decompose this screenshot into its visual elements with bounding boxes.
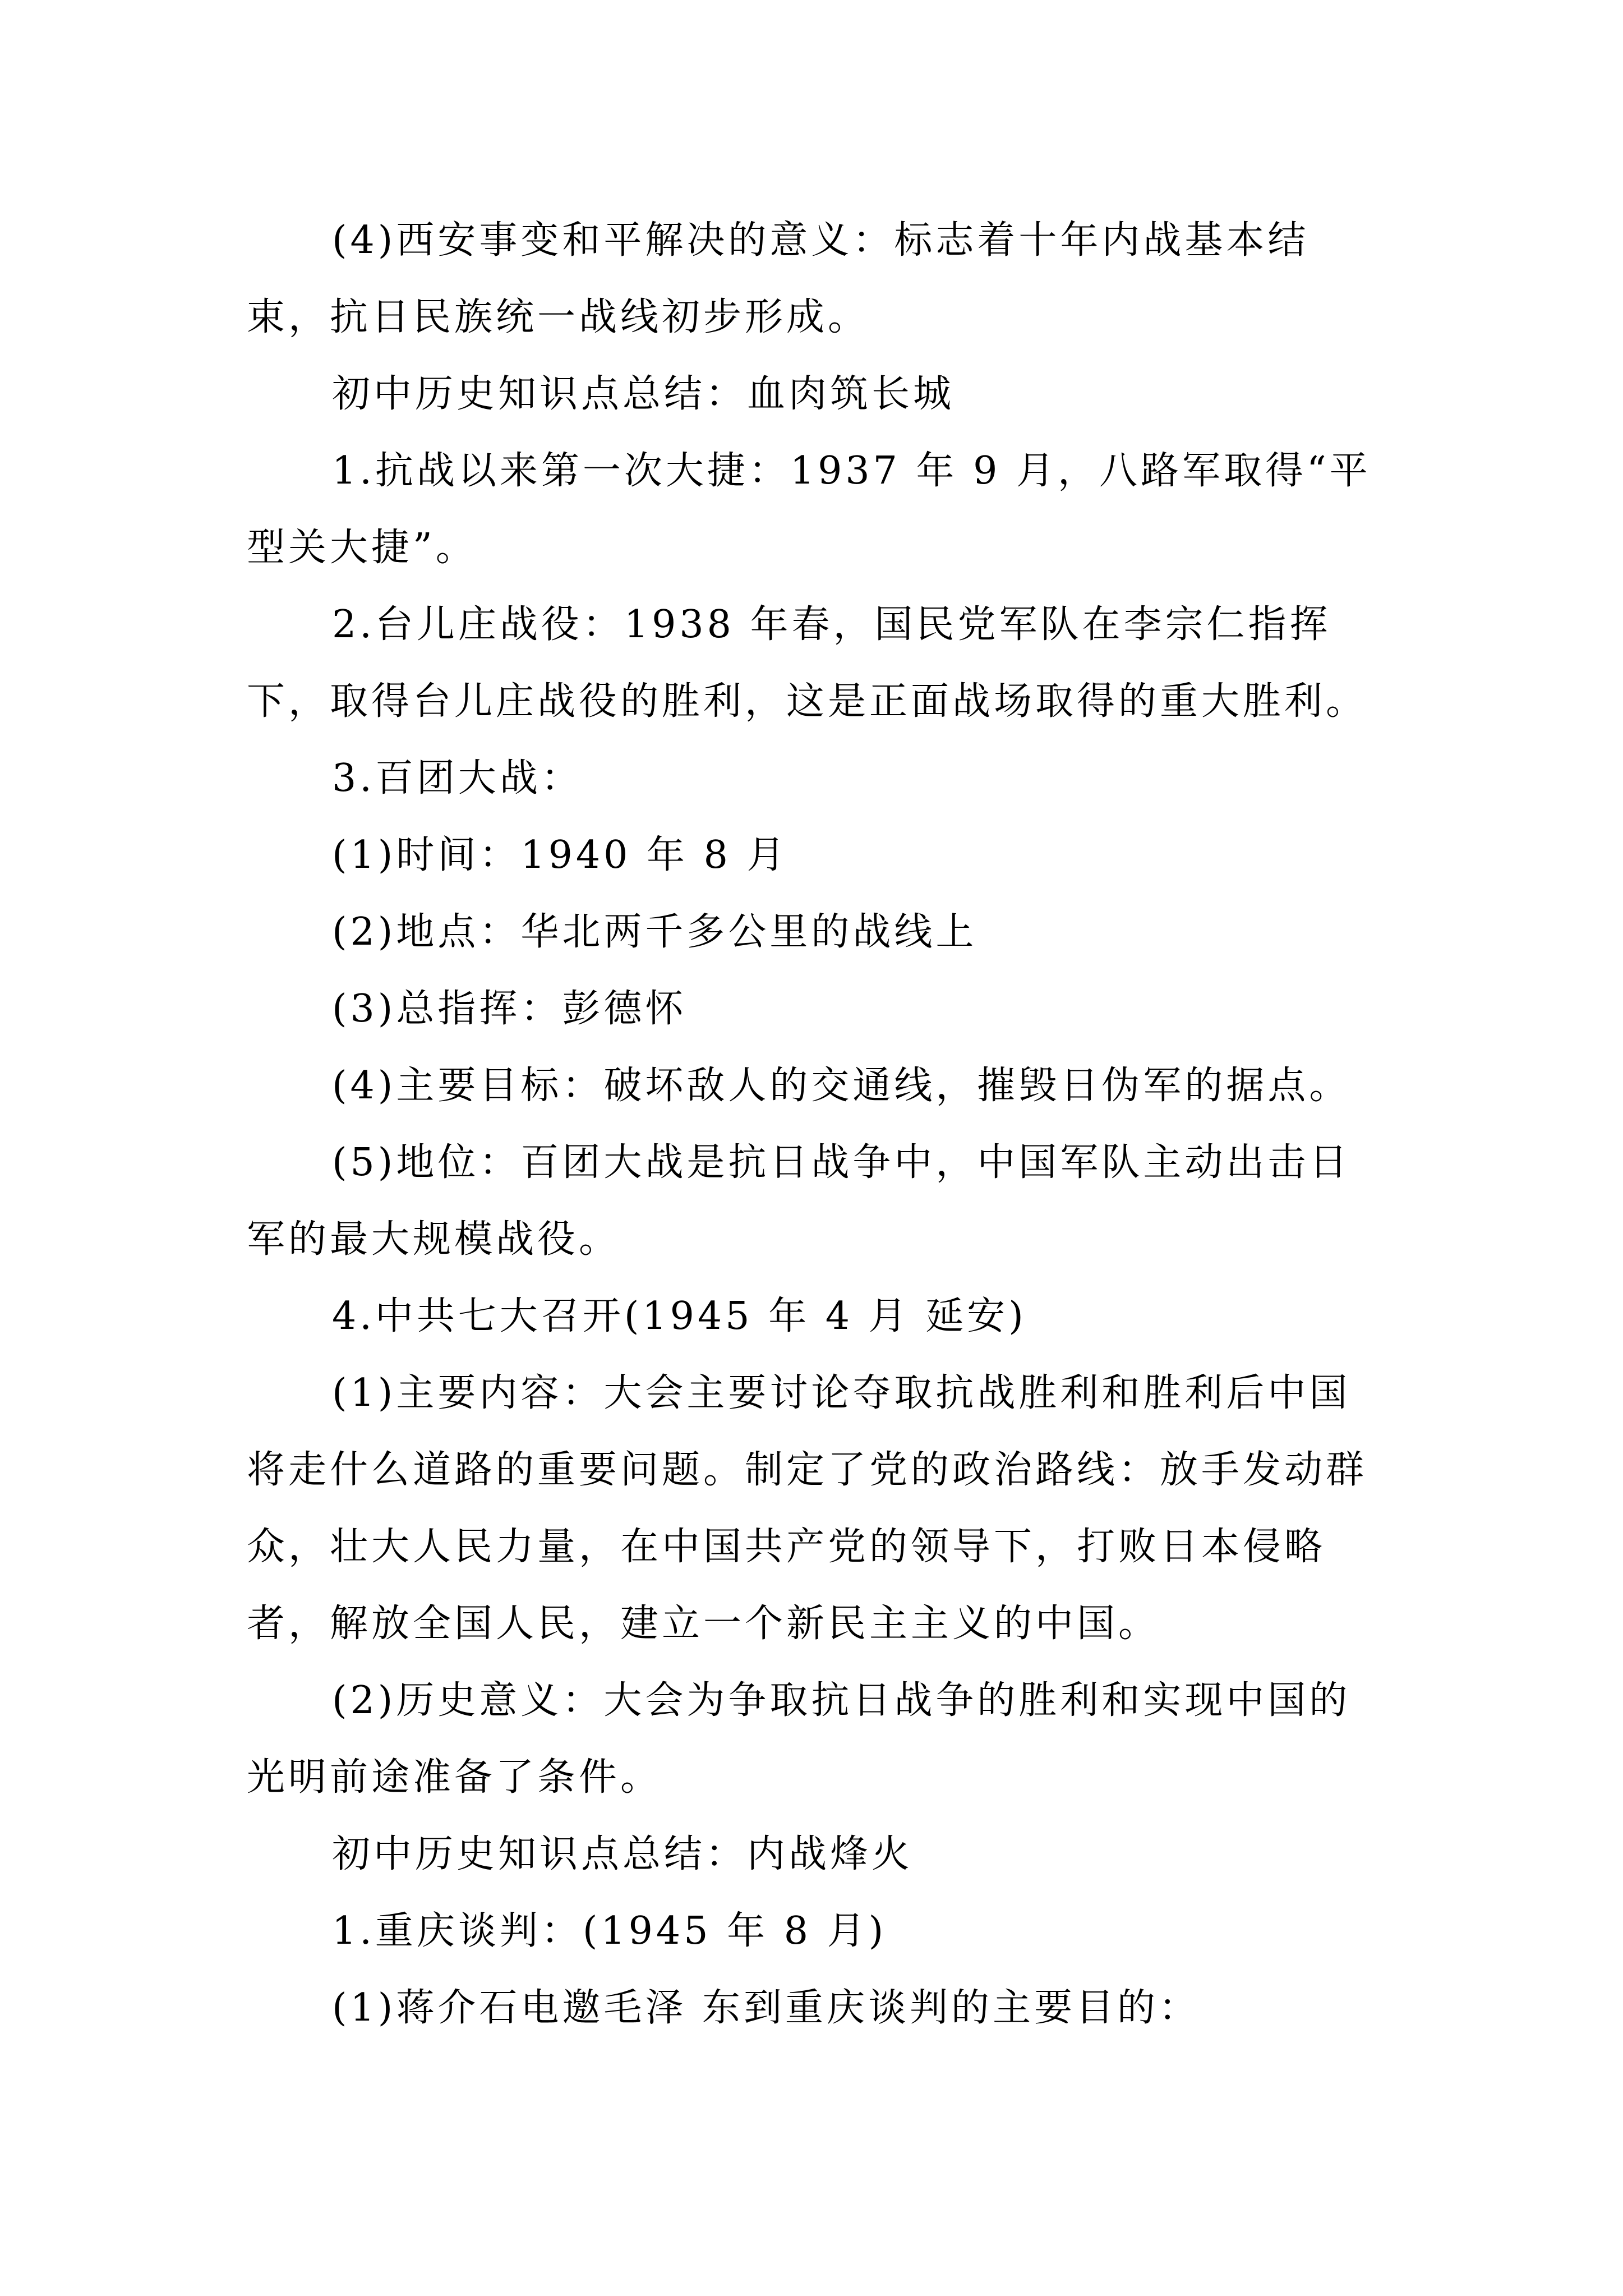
paragraph-seventh-congress-heading: 4.中共七大召开(1945 年 4 月 延安) [332, 1294, 1027, 1338]
paragraph-hundred-regiments-heading: 3.百团大战： [332, 756, 583, 800]
section-heading-great-wall: 初中历史知识点总结：血肉筑长城 [332, 372, 955, 416]
paragraph-seventh-congress-content: (1)主要内容：大会主要讨论夺取抗战胜利和胜利后中国将走什么道路的重要问题。制定了党的政治路线：放手发动群众，壮大人民力量，在中国共产党的领导下，打败日本侵略者，解放全国人民，建立一个新民主主义的中国。 [247, 1371, 1368, 1646]
paragraph-taierzhuang: 2.台儿庄战役：1938 年春，国民党军队在李宗仁指挥下，取得台儿庄战役的胜利，这是正面战场取得的重大胜利。 [247, 602, 1368, 724]
paragraph-hundred-regiments-goal: (4)主要目标：破坏敌人的交通线，摧毁日伪军的据点。 [332, 1064, 1351, 1108]
paragraph-chongqing-negotiation: 1.重庆谈判：(1945 年 8 月) [332, 1909, 887, 1953]
paragraph-hundred-regiments-status: (5)地位：百团大战是抗日战争中，中国军队主动出击日军的最大规模战役。 [247, 1140, 1351, 1262]
paragraph-pingxingguan: 1.抗战以来第一次大捷：1937 年 9 月，八路军取得“平型关大捷”。 [247, 449, 1371, 570]
document-body [247, 202, 1380, 2046]
section-heading-civil-war: 初中历史知识点总结：内战烽火 [332, 1832, 914, 1876]
paragraph-hundred-regiments-time: (1)时间：1940 年 8 月 [332, 833, 789, 877]
paragraph-hundred-regiments-place: (2)地点：华北两千多公里的战线上 [332, 910, 978, 954]
paragraph-chongqing-purpose: (1)蒋介石电邀毛泽 东到重庆谈判的主要目的： [332, 1986, 1200, 2030]
paragraph-xian-incident-significance: (4)西安事变和平解决的意义：标志着十年内战基本结束，抗日民族统一战线初步形成。 [247, 218, 1310, 339]
paragraph-seventh-congress-significance: (2)历史意义：大会为争取抗日战争的胜利和实现中国的光明前途准备了条件。 [247, 1678, 1351, 1800]
paragraph-hundred-regiments-commander: (3)总指挥：彭德怀 [332, 987, 687, 1031]
